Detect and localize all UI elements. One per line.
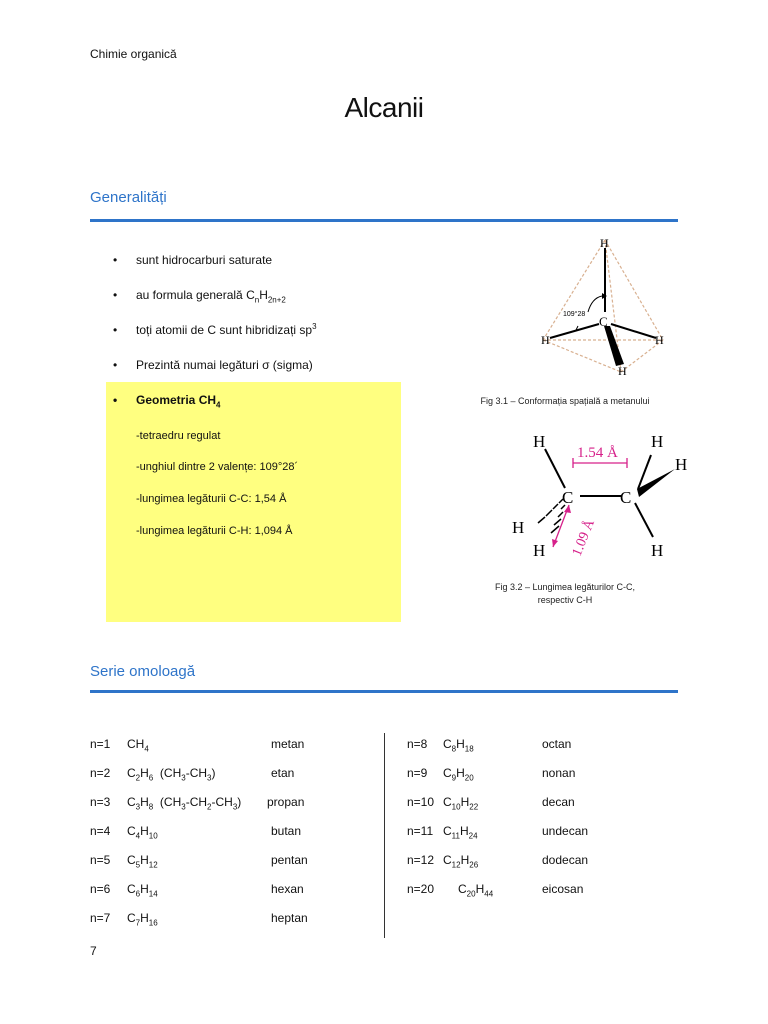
figure-caption: Fig 3.2 – Lungimea legăturilor C-C, respectiv C-H: [494, 582, 636, 605]
formula: $C_{12}H_{26}$: [443, 853, 479, 870]
alkane-name: octan: [542, 737, 572, 751]
n-value: n=4: [90, 824, 111, 838]
section-rule: [90, 219, 678, 222]
atom-label: H: [655, 333, 664, 347]
atom-label: H: [618, 364, 627, 378]
list-item: • au formula generală $C_nH_{2n+2}$: [113, 287, 317, 322]
alkane-name: propan: [267, 795, 305, 809]
formula: $C_{10}H_{22}$: [443, 795, 479, 812]
atom-label: H: [541, 333, 550, 347]
formula: $C_9H_{20}$: [443, 766, 474, 783]
n-value: n=11: [407, 824, 434, 838]
ethane-bond-length-figure: [505, 425, 700, 565]
formula: $C_7H_{16}$: [127, 911, 158, 928]
formula: $C_{20}H_{44}$: [458, 882, 494, 899]
n-value: n=9: [407, 766, 428, 780]
n-value: n=1: [90, 737, 111, 751]
page-number: 7: [90, 944, 97, 958]
atom-label: H: [651, 541, 664, 560]
geometry-line: -lungimea legăturii C-C: 1,54 Å: [136, 493, 287, 505]
n-value: n=7: [90, 911, 111, 925]
atom-label: H: [512, 518, 525, 537]
methane-tetrahedron-figure: [528, 230, 678, 385]
n-value: n=12: [407, 853, 435, 867]
atom-label: C: [599, 314, 608, 329]
properties-list: [113, 252, 317, 392]
atom-label: C: [620, 488, 632, 507]
n-value: n=5: [90, 853, 111, 867]
alkane-name: hexan: [271, 882, 304, 896]
n-value: n=2: [90, 766, 111, 780]
atom-label: H: [533, 432, 546, 451]
geometry-line: -lungimea legăturii C-H: 1,094 Å: [136, 525, 293, 537]
formula: $C_3H_8$ $(CH_3-CH_2-CH_3)$: [127, 795, 242, 812]
n-value: n=6: [90, 882, 111, 896]
list-item: • toți atomii de C sunt hibridizați $sp^3$: [113, 322, 317, 357]
ch-bond-length-label: 1.09 Å: [569, 517, 598, 559]
page-title: Alcanii: [344, 92, 424, 123]
atom-label: H: [533, 541, 546, 560]
alkane-name: nonan: [542, 766, 576, 780]
alkane-name: metan: [271, 737, 305, 751]
atom-label: C: [562, 488, 574, 507]
formula: $C_{11}H_{24}$: [443, 824, 478, 841]
formula: $C_6H_{14}$: [127, 882, 158, 899]
section-rule: [90, 690, 678, 693]
list-item: • sunt hidrocarburi saturate: [113, 252, 317, 287]
alkane-name: butan: [271, 824, 302, 838]
n-value: n=3: [90, 795, 111, 809]
section-heading-generalitati: Generalități: [90, 189, 167, 206]
geometry-title: • Geometria $CH_4$: [113, 393, 221, 410]
atom-label: H: [600, 236, 609, 250]
formula: $C_2H_6$ $(CH_3-CH_3)$: [127, 766, 216, 783]
formula: $CH_4$: [127, 737, 149, 754]
alkane-name: undecan: [542, 824, 589, 838]
n-value: n=20: [407, 882, 435, 896]
atom-label: H: [675, 455, 688, 474]
formula: $C_5H_{12}$: [127, 853, 158, 870]
figure-caption: Fig 3.1 – Conformația spațială a metanului: [480, 396, 650, 406]
n-value: n=10: [407, 795, 435, 809]
alkane-name: heptan: [271, 911, 308, 925]
running-header: Chimie organică: [90, 47, 177, 61]
alkane-name: dodecan: [542, 853, 589, 867]
geometry-line: -tetraedru regulat: [136, 430, 221, 442]
atom-label: H: [651, 432, 664, 451]
section-heading-serie-omoloaga: Serie omoloagă: [90, 663, 196, 680]
alkane-name: decan: [542, 795, 575, 809]
formula: $C_4H_{10}$: [127, 824, 158, 841]
cc-bond-length-label: 1.54 Å: [577, 445, 618, 461]
geometry-line: -unghiul dintre 2 valențe: 109°28´: [136, 461, 299, 473]
alkane-name: etan: [271, 766, 295, 780]
bond-angle-label: 109°28: [563, 311, 586, 318]
alkane-name: pentan: [271, 853, 308, 867]
alkane-name: eicosan: [542, 882, 584, 896]
column-divider: [384, 733, 385, 938]
n-value: n=8: [407, 737, 428, 751]
list-item: • Prezintă numai legături σ (sigma): [113, 357, 317, 392]
formula: $C_8H_{18}$: [443, 737, 474, 754]
